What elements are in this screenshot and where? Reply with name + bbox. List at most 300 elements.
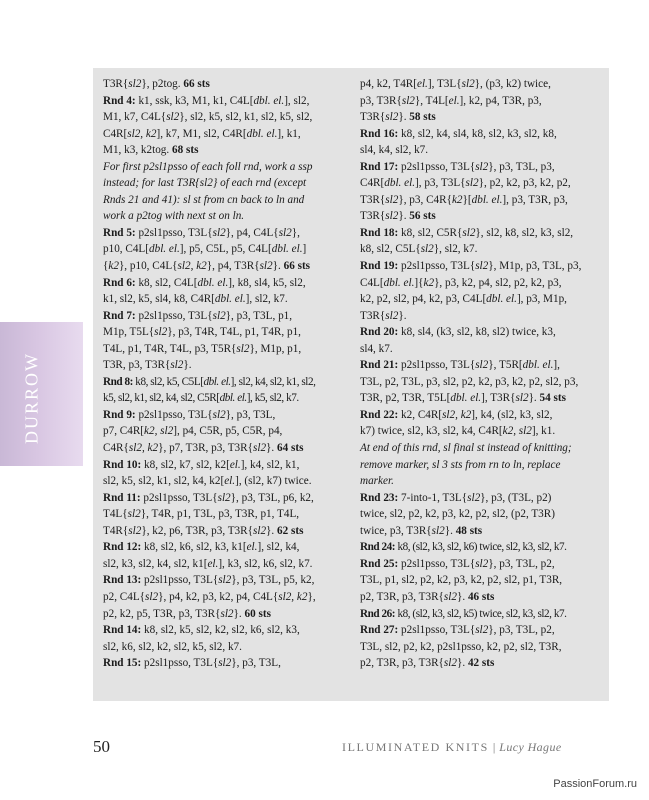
pattern-line [360,357,584,374]
instruction-text: p2sl1psso, T3L{ [135,408,213,421]
italic-text: At end of this rnd, sl final st instead of knitting; [360,442,572,455]
instruction-text: T3R{ [360,193,386,206]
pattern-line [360,192,584,209]
pattern-line [360,258,584,275]
pattern-line [103,93,326,110]
instruction-text: ], T3L{ [427,78,462,90]
watermark: PassionForum.ru [553,778,637,790]
italic-text: Rnds 21 and 41): sl st from cn back to ln and [103,193,305,206]
italic-text: sl2 [465,177,479,190]
italic-text: el. [246,541,258,554]
book-title: ILLUMINATED KNITS [342,740,489,754]
italic-text: dbl. el. [253,94,285,107]
italic-text: marker. [360,475,394,488]
pattern-line [360,76,584,93]
italic-text: sl2 [217,491,231,504]
italic-text: instead; for last T3R{sl2} of each rnd (except [103,177,307,190]
instruction-text: }. [456,590,468,603]
pattern-line [103,192,326,209]
instruction-text: }, T4L[ [414,94,449,107]
instruction-text: T3R, p3, T3R{ [103,359,171,372]
pattern-line [103,126,326,143]
instruction-text: }, p2tog. [141,78,184,90]
instruction-text: ], sl2, k4, sl2, k1, sl2, [230,375,316,388]
pattern-column-right [360,76,584,672]
italic-text: sl2, k2 [177,260,207,273]
italic-text: dbl. el. [384,177,416,190]
round-label: Rnd 20: [360,326,399,339]
italic-text: dbl. el. [246,127,278,140]
italic-text: sl2, k2 [127,127,157,140]
stitch-count: 56 sts [409,210,436,223]
pattern-line [360,308,584,325]
instruction-text: }. [398,210,410,223]
instruction-text: C4R[ [360,177,385,190]
instruction-text: k8, sl2, k5, C5L[ [132,375,204,388]
italic-text: sl2 [385,111,399,124]
round-label: Rnd 18: [360,226,399,239]
italic-text: work a p2tog with next st on ln. [103,210,245,223]
pattern-line [103,225,326,242]
round-label: Rnd 7: [103,309,136,322]
instruction-text: k8, sl2, k7, sl2, k2[ [141,458,230,471]
instruction-text: k8, sl2, C5L{ [360,243,421,256]
pattern-line [103,572,326,589]
italic-text: dbl. el. [471,193,503,206]
pattern-line [360,341,584,358]
italic-text: dbl. el. [271,243,303,256]
instruction-text: T4L, p1, T4R, T4L, p3, T5R{ [103,342,237,355]
italic-text: dbl. el. [450,392,482,405]
pattern-line [103,639,326,656]
instruction-text: }, p3, T3L, p6, k2, [230,491,314,504]
instruction-text: }. [183,359,192,372]
pattern-line [103,291,326,308]
instruction-text: ], k1, [277,127,301,140]
pattern-line [103,357,326,374]
italic-text: el. [224,475,236,488]
italic-text: sl2 [467,491,481,504]
italic-text: dbl. el. [219,392,247,405]
round-label: Rnd 12: [103,541,142,554]
instruction-text: M1, k3, k2tog. [103,144,172,157]
instruction-text: T3L, p1, sl2, p2, k2, p3, k2, p2, sl2, p1, T3R, [360,574,563,587]
round-label: Rnd 10: [103,458,142,471]
italic-text: k2 [423,276,435,289]
pattern-line [360,606,584,623]
pattern-line [103,622,326,639]
italic-text: k2 [108,260,119,273]
instruction-text: }[ [462,193,472,206]
instruction-text: p4, k2, T4R[ [360,78,417,90]
instruction-text: }. [398,111,410,124]
round-label: Rnd 27: [360,624,399,637]
pattern-line [103,490,326,507]
italic-text: sl2 [475,624,489,637]
pattern-line [360,572,584,589]
instruction-text: twice, p3, T3R{ [360,524,432,537]
instruction-text: ], k1. [531,425,556,438]
instruction-text: }. [272,260,284,273]
instruction-text: sl2, k6, sl2, k2, sl2, k5, sl2, k7. [103,640,242,653]
pattern-line [103,159,326,176]
pattern-line [360,109,584,126]
round-label: Rnd 25: [360,557,399,570]
italic-text: sl2 [515,392,529,405]
instruction-text: }, p3, T3L, p2, [488,624,555,637]
italic-text: sl2 [475,260,489,273]
instruction-text: }, p10, C4L{ [118,260,178,273]
instruction-text: p2, C4L{ [103,590,146,603]
round-label: Rnd 8: [103,375,133,388]
pattern-line [360,440,584,457]
instruction-text: T3R{ [360,309,386,322]
italic-text: sl2 [385,309,399,322]
pattern-line [360,93,584,110]
instruction-text: C4L[ [360,276,384,289]
running-footer [342,740,562,755]
pattern-line [360,374,584,391]
instruction-text: p2sl1psso, T3L{ [140,491,218,504]
pattern-line [360,589,584,606]
instruction-text: M1, k7, C4L{ [103,111,167,124]
italic-text: sl2 [385,210,399,223]
instruction-text: }, p3, (T3L, p2) [480,491,552,504]
italic-text: sl2 [236,342,250,355]
stitch-count: 68 sts [172,144,199,157]
pattern-line [360,291,584,308]
instruction-text: ], p3, T3L{ [415,177,466,190]
instruction-text: sl2, k3, sl2, k4, sl2, k1[ [103,557,208,570]
round-label: Rnd 23: [360,491,399,504]
instruction-text: twice, sl2, p2, k2, p3, k2, p2, sl2, (p2, T3R) [360,508,555,521]
instruction-text: }, sl2, k5, sl2, k1, sl2, k5, sl2, [179,111,313,124]
instruction-text: k5, sl2, k1, sl2, k4, sl2, C5R[ [103,392,220,405]
pattern-line [103,556,326,573]
pattern-line [360,539,584,556]
instruction-text: p2, k2, p5, T3R, p3, T3R{ [103,607,221,620]
instruction-text: p2sl1psso, T3L{ [141,657,219,670]
instruction-text: p2sl1psso, T3L{ [135,309,213,322]
instruction-text: ], sl2, k4, [257,541,300,554]
instruction-text: }. [456,657,468,670]
instruction-text: ], k8, sl4, k5, sl2, [228,276,306,289]
instruction-text: }, p2, k2, p3, k2, p2, [478,177,571,190]
round-label: Rnd 24: [360,541,396,554]
instruction-text: k1, ssk, k3, M1, k1, C4L[ [135,94,254,107]
italic-text: dbl. el. [522,359,554,372]
round-label: Rnd 13: [103,574,142,587]
side-tab-label: DURROW [21,352,42,444]
pattern-line [360,407,584,424]
round-label: Rnd 19: [360,260,399,273]
pattern-line [103,407,326,424]
instruction-text: sl4, k4, sl2, k7. [360,144,429,157]
round-label: Rnd 6: [103,276,136,289]
pattern-line [360,241,584,258]
italic-text: sl2 [154,326,168,339]
pattern-line [103,457,326,474]
italic-text: el. [207,557,219,570]
instruction-text: ], k4, sl2, k1, [240,458,300,471]
italic-text: sl2 [475,359,489,372]
italic-text: sl2 [475,557,489,570]
instruction-text: }, p4, T3R{ [206,260,260,273]
instruction-text: }. [528,392,540,405]
instruction-text: k7) twice, sl2, k3, sl2, k4, C4R[ [360,425,503,438]
instruction-text: }, p7, T3R, p3, T3R{ [158,442,253,455]
pattern-line [103,324,326,341]
round-label: Rnd 15: [103,657,142,670]
round-label: Rnd 14: [103,624,142,637]
instruction-text: }, T5R[ [488,359,523,372]
round-label: Rnd 16: [360,127,399,140]
instruction-text: sl4, k7. [360,342,393,355]
pattern-line [360,423,584,440]
instruction-text: ] [302,243,307,256]
author-name: Lucy Hague [499,740,562,754]
instruction-text: p2sl1psso, T3L{ [398,359,476,372]
instruction-text: p2, T3R, p3, T3R{ [360,657,444,670]
instruction-text: p2sl1psso, T3L{ [135,226,213,239]
instruction-text: k1, sl2, k5, sl4, k8, C4R[ [103,293,215,306]
instruction-text: T3R{ [360,111,386,124]
instruction-text: ], sl2, k7. [245,293,288,306]
instruction-text: k2, p2, sl2, p4, k2, p3, C4L[ [360,293,487,306]
pattern-line [103,440,326,457]
instruction-text: k8, (sl2, k3, sl2, k6) twice, sl2, k3, sl2, k7. [395,541,567,554]
instruction-text: T3L, p2, T3L, p3, sl2, p2, k2, p3, k2, p2, sl2, p3, [360,375,579,388]
pattern-line [103,539,326,556]
pattern-line [103,109,326,126]
instruction-text: }. [266,524,278,537]
instruction-text: p2sl1psso, T3L{ [398,624,476,637]
instruction-text: }. [266,442,278,455]
instruction-text: k8, sl2, C5R{ [398,226,463,239]
italic-text: sl2 [462,226,476,239]
instruction-text: T4R{ [103,524,129,537]
instruction-text: }, sl2, k8, sl2, k3, sl2, [475,226,574,239]
instruction-text: k8, sl2, k5, sl2, k2, sl2, k6, sl2, k3, [141,624,300,637]
instruction-text: k8, sl2, k4, sl4, k8, sl2, k3, sl2, k8, [398,127,557,140]
stitch-count: 62 sts [277,524,304,537]
instruction-text: }, p3, T3L, [231,657,281,670]
instruction-text: T4L{ [103,508,128,521]
italic-text: el. [416,78,428,90]
italic-text: dbl. el. [383,276,415,289]
instruction-text: p10, C4L[ [103,243,149,256]
instruction-text: }, [291,226,300,239]
italic-text: sl2 [443,657,457,670]
pattern-line [360,506,584,523]
instruction-text: T3L, sl2, p2, k2, p2sl1psso, k2, p2, sl2, T3R, [360,640,562,653]
footer-separator: | [492,740,496,754]
instruction-text: ], p3, M1p, [516,293,567,306]
instruction-text: p2sl1psso, T3L{ [398,557,476,570]
instruction-text: }, M1p, p3, T3L, p3, [488,260,582,273]
italic-text: sl2, k2 [442,408,472,421]
instruction-text: }, k2, p6, T3R, p3, T3R{ [141,524,253,537]
italic-text: sl2 [443,590,457,603]
pattern-line [103,308,326,325]
italic-text: sl2 [252,524,267,537]
instruction-text: k2, C4R[ [398,408,443,421]
instruction-text: ], p3, T3R, p3, [502,193,568,206]
pattern-line [103,374,326,391]
pattern-line [360,159,584,176]
instruction-text: C4R{ [103,442,129,455]
instruction-text: sl2, k5, sl2, k1, sl2, k4, k2[ [103,475,225,488]
italic-text: dbl. el. [203,375,231,388]
instruction-text: M1p, T5L{ [103,326,155,339]
italic-text: sl2 [128,524,142,537]
pattern-line [103,275,326,292]
pattern-line [103,142,326,159]
pattern-line [360,175,584,192]
pattern-line [360,208,584,225]
pattern-line [360,142,584,159]
pattern-line [360,556,584,573]
instruction-text: { [103,260,109,273]
instruction-text: }. [444,524,456,537]
stitch-count: 66 sts [183,78,210,90]
italic-text: sl2 [220,607,234,620]
pattern-line [103,175,326,192]
instruction-text: p2sl1psso, T3L{ [398,160,476,173]
instruction-text: }, sl2, k7. [433,243,478,256]
pattern-line [360,473,584,490]
round-label: Rnd 5: [103,226,136,239]
instruction-text: ], k2, p4, T3R, p3, [459,94,542,107]
pattern-line [103,341,326,358]
instruction-text: p2sl1psso, T3L{ [141,574,219,587]
instruction-text: k8, sl2, k6, sl2, k3, k1[ [141,541,247,554]
italic-text: For first p2sl1psso of each foll rnd, work a ssp [103,160,313,173]
pattern-line [103,76,326,93]
page-number: 50 [93,737,110,756]
stitch-count: 42 sts [467,657,495,670]
pattern-line [103,589,326,606]
instruction-text: T3R{ [103,78,129,90]
instruction-text: }. [233,607,245,620]
stitch-count: 46 sts [467,590,495,603]
italic-text: dbl. el. [214,293,246,306]
italic-text: sl2 [401,94,415,107]
pattern-line [103,423,326,440]
instruction-text: }, p3, T3L, [225,408,276,421]
instruction-text: ], k5, sl2, k7. [246,392,299,405]
instruction-text: }, p3, C4R{ [398,193,452,206]
italic-text: dbl. el. [197,276,229,289]
instruction-text: }, (p3, k2) twice, [474,78,551,90]
pattern-line [103,655,326,672]
instruction-text: T3R{ [360,210,386,223]
italic-text: el. [448,94,460,107]
instruction-text: T3R, p2, T3R, T5L[ [360,392,451,405]
italic-text: sl2 [278,226,292,239]
italic-text: sl2 [252,442,267,455]
instruction-text: p2sl1psso, T3L{ [398,260,476,273]
stitch-count: 66 sts [283,260,311,273]
instruction-text: ], [553,359,560,372]
italic-text: sl2 [461,78,475,90]
stitch-count: 58 sts [409,111,436,124]
round-label: Rnd 4: [103,94,136,107]
instruction-text: ], p4, C5R, p5, C5R, p4, [173,425,283,438]
instruction-text: ], k4, (sl2, k3, sl2, [471,408,553,421]
italic-text: sl2, k2 [128,442,159,455]
round-label: Rnd 22: [360,408,399,421]
pattern-line [103,473,326,490]
italic-text: dbl. el. [149,243,180,256]
pattern-line [103,390,326,407]
pattern-line [360,523,584,540]
instruction-text: }. [398,309,407,322]
instruction-text: }, M1p, p1, [249,342,302,355]
instruction-text: ], k7, M1, sl2, C4R[ [156,127,247,140]
instruction-text: C4R[ [103,127,128,140]
pattern-line [103,241,326,258]
instruction-text: 7-into-1, T3L{ [398,491,468,504]
instruction-text: ]{ [414,276,424,289]
italic-text: sl2 [218,574,232,587]
instruction-text: p2, T3R, p3, T3R{ [360,590,444,603]
italic-text: el. [229,458,241,471]
instruction-text: ], T3R{ [481,392,516,405]
instruction-text: ], k3, sl2, k6, sl2, k7. [218,557,313,570]
instruction-text: }, p4, C4L{ [225,226,279,239]
italic-text: k2 [451,193,463,206]
italic-text: sl2 [420,243,434,256]
instruction-text: k8, sl4, (k3, sl2, k8, sl2) twice, k3, [398,326,556,339]
pattern-line [103,258,326,275]
italic-text: k2, sl2 [502,425,532,438]
pattern-line [103,606,326,623]
instruction-text: }, p3, T3L, p2, [488,557,555,570]
pattern-line [360,390,584,407]
pattern-column-left [103,76,326,672]
italic-text: sl2 [212,226,226,239]
instruction-text: k8, sl2, C4L[ [135,276,198,289]
pattern-line [360,275,584,292]
instruction-text: p3, T3R{ [360,94,402,107]
round-label: Rnd 11: [103,491,141,504]
instruction-text: k8, (sl2, k3, sl2, k5) twice, sl2, k3, sl2, k7. [395,607,567,620]
italic-text: sl2 [475,160,489,173]
stitch-count: 48 sts [455,524,483,537]
stitch-count: 60 sts [244,607,271,620]
pattern-line [360,490,584,507]
instruction-text: }, p3, T3L, p3, [488,160,555,173]
instruction-text: }, p3, T3L, p1, [225,309,293,322]
round-label: Rnd 26: [360,607,396,620]
instruction-text: }, T4R, p1, T3L, p3, T3R, p1, T4L, [140,508,300,521]
round-label: Rnd 21: [360,359,399,372]
pattern-line [103,506,326,523]
italic-text: sl2 [431,524,445,537]
italic-text: sl2 [166,111,180,124]
italic-text: sl2 [212,309,226,322]
instruction-text: ], (sl2, k7) twice. [235,475,312,488]
pattern-line [360,655,584,672]
stitch-count: 54 sts [539,392,566,405]
pattern-line [360,126,584,143]
pattern-line [360,639,584,656]
instruction-text: }, p3, k2, p4, sl2, p2, k2, p3, [434,276,562,289]
italic-text: sl2 [127,508,141,521]
italic-text: sl2 [218,657,232,670]
italic-text: sl2 [170,359,184,372]
